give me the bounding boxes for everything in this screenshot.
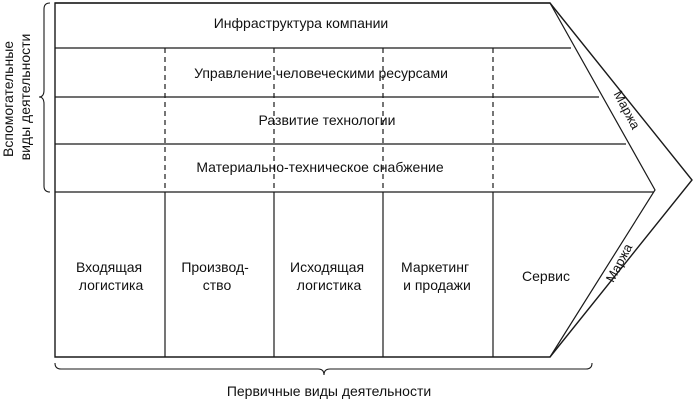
primary-activity-line: Входящая <box>75 259 143 275</box>
support-activity-infrastructure: Инфраструктура компании <box>213 15 389 31</box>
primary-activity-operations <box>181 259 252 293</box>
support-activity-hr: Управление человеческими ресурсами <box>194 65 448 81</box>
primary-activity-inbound-logistics <box>76 259 146 293</box>
primary-activity-outbound-logistics <box>290 259 368 293</box>
margin-boundary-line <box>55 3 655 357</box>
margin-label-lower: Маржа <box>602 241 636 285</box>
support-activity-procurement: Материально-техническое снабжение <box>196 159 444 175</box>
primary-activity-line: Исходящая <box>290 259 365 275</box>
margin-label-upper: Маржа <box>610 88 644 132</box>
support-axis-label <box>0 34 33 161</box>
primary-activity-line: ство <box>202 277 232 293</box>
support-axis-label-line: виды деятельности <box>17 33 33 161</box>
primary-activity-line: Маркетинг <box>401 259 470 275</box>
primary-activity-line: логистика <box>296 277 362 293</box>
support-brace <box>39 3 50 192</box>
outer-arrow-frame <box>55 3 692 357</box>
support-axis-label-line: Вспомогательные <box>0 40 16 157</box>
primary-activity-marketing-sales <box>401 259 473 293</box>
primary-brace <box>55 363 592 375</box>
support-activity-technology: Развитие технологии <box>258 112 396 128</box>
primary-activity-line: Сервис <box>522 268 570 284</box>
primary-activity-service <box>522 268 570 284</box>
primary-activity-line: Производ- <box>181 259 249 275</box>
primary-activity-line: логистика <box>78 277 144 293</box>
primary-activity-line: и продажи <box>403 277 471 293</box>
primary-axis-label: Первичные виды деятельности <box>226 383 432 399</box>
